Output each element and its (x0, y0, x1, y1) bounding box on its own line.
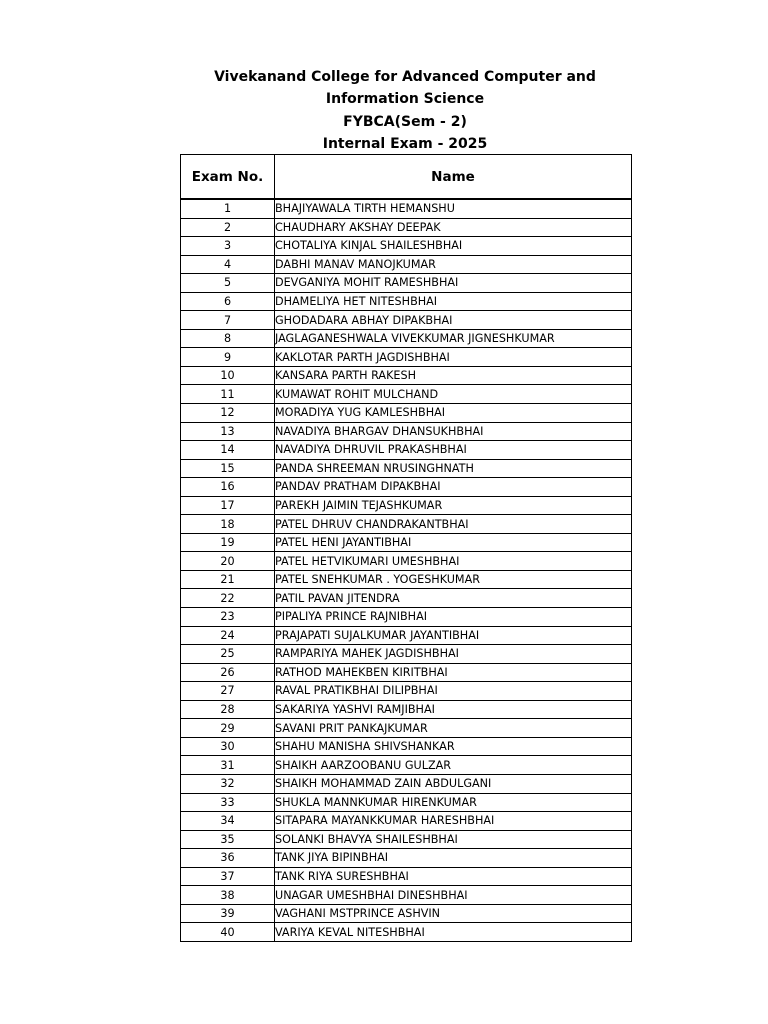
student-name-cell: DHAMELIYA HET NITESHBHAI (275, 292, 632, 311)
student-name-cell: VAGHANI MSTPRINCE ASHVIN (275, 904, 632, 923)
exam-number-cell: 36 (181, 849, 275, 868)
exam-number-cell: 38 (181, 886, 275, 905)
student-name-cell: TANK JIYA BIPINBHAI (275, 849, 632, 868)
exam-number-cell: 29 (181, 719, 275, 738)
exam-number-cell: 40 (181, 923, 275, 942)
table-row (181, 237, 632, 256)
student-name-cell: SOLANKI BHAVYA SHAILESHBHAI (275, 830, 632, 849)
table-row (181, 422, 632, 441)
table-row (181, 478, 632, 497)
student-name-cell: DABHI MANAV MANOJKUMAR (275, 255, 632, 274)
table-row (181, 366, 632, 385)
student-name-cell: SHUKLA MANNKUMAR HIRENKUMAR (275, 793, 632, 812)
student-name-cell: PATEL DHRUV CHANDRAKANTBHAI (275, 515, 632, 534)
student-name-cell: PATEL SNEHKUMAR . YOGESHKUMAR (275, 570, 632, 589)
student-name-cell: KUMAWAT ROHIT MULCHAND (275, 385, 632, 404)
student-name-cell: BHAJIYAWALA TIRTH HEMANSHU (275, 199, 632, 218)
exam-number-cell: 3 (181, 237, 275, 256)
student-roster-table (180, 154, 632, 942)
exam-number-cell: 19 (181, 533, 275, 552)
table-row (181, 199, 632, 218)
student-name-cell: RATHOD MAHEKBEN KIRITBHAI (275, 663, 632, 682)
exam-number-cell: 2 (181, 218, 275, 237)
table-row (181, 923, 632, 942)
table-row (181, 867, 632, 886)
table-body (181, 199, 632, 941)
table-row (181, 700, 632, 719)
table-row (181, 904, 632, 923)
column-header-name: Name (275, 155, 632, 200)
table-row (181, 793, 632, 812)
course-title: FYBCA(Sem - 2) (343, 113, 467, 130)
table-row (181, 663, 632, 682)
table-row (181, 292, 632, 311)
exam-number-cell: 18 (181, 515, 275, 534)
student-name-cell: RAVAL PRATIKBHAI DILIPBHAI (275, 682, 632, 701)
table-row (181, 570, 632, 589)
student-name-cell: PANDAV PRATHAM DIPAKBHAI (275, 478, 632, 497)
table-row (181, 682, 632, 701)
student-name-cell: KAKLOTAR PARTH JAGDISHBHAI (275, 348, 632, 367)
exam-number-cell: 39 (181, 904, 275, 923)
table-row (181, 812, 632, 831)
table-row (181, 830, 632, 849)
exam-number-cell: 17 (181, 496, 275, 515)
exam-number-cell: 11 (181, 385, 275, 404)
table-row (181, 348, 632, 367)
table-header-row (181, 155, 632, 200)
student-name-cell: PIPALIYA PRINCE RAJNIBHAI (275, 608, 632, 627)
table-row (181, 737, 632, 756)
table-row (181, 645, 632, 664)
exam-number-cell: 16 (181, 478, 275, 497)
student-name-cell: UNAGAR UMESHBHAI DINESHBHAI (275, 886, 632, 905)
exam-number-cell: 8 (181, 329, 275, 348)
table-row (181, 459, 632, 478)
student-name-cell: SITAPARA MAYANKKUMAR HARESHBHAI (275, 812, 632, 831)
table-row (181, 533, 632, 552)
student-name-cell: SHAIKH MOHAMMAD ZAIN ABDULGANI (275, 774, 632, 793)
exam-number-cell: 4 (181, 255, 275, 274)
student-name-cell: CHOTALIYA KINJAL SHAILESHBHAI (275, 237, 632, 256)
student-name-cell: GHODADARA ABHAY DIPAKBHAI (275, 311, 632, 330)
student-name-cell: SHAIKH AARZOOBANU GULZAR (275, 756, 632, 775)
exam-number-cell: 25 (181, 645, 275, 664)
table-row (181, 608, 632, 627)
student-name-cell: CHAUDHARY AKSHAY DEEPAK (275, 218, 632, 237)
table-row (181, 849, 632, 868)
table-row (181, 255, 632, 274)
exam-number-cell: 14 (181, 441, 275, 460)
table-row (181, 385, 632, 404)
exam-number-cell: 21 (181, 570, 275, 589)
student-name-cell: MORADIYA YUG KAMLESHBHAI (275, 404, 632, 423)
exam-number-cell: 34 (181, 812, 275, 831)
student-name-cell: VARIYA KEVAL NITESHBHAI (275, 923, 632, 942)
student-name-cell: RAMPARIYA MAHEK JAGDISHBHAI (275, 645, 632, 664)
table-row (181, 552, 632, 571)
college-name-line-1: Vivekanand College for Advanced Computer and (214, 69, 596, 85)
exam-number-cell: 23 (181, 608, 275, 627)
exam-number-cell: 12 (181, 404, 275, 423)
student-name-cell: SAKARIYA YASHVI RAMJIBHAI (275, 700, 632, 719)
table-row (181, 274, 632, 293)
table-row (181, 329, 632, 348)
exam-number-cell: 6 (181, 292, 275, 311)
column-header-exam-no: Exam No. (181, 155, 275, 200)
exam-title: Internal Exam - 2025 (322, 135, 488, 152)
exam-number-cell: 32 (181, 774, 275, 793)
student-name-cell: PATEL HENI JAYANTIBHAI (275, 533, 632, 552)
college-name-line-2: Information Science (325, 91, 485, 108)
student-name-cell: PANDA SHREEMAN NRUSINGHNATH (275, 459, 632, 478)
exam-number-cell: 33 (181, 793, 275, 812)
student-name-cell: NAVADIYA BHARGAV DHANSUKHBHAI (275, 422, 632, 441)
student-name-cell: PRAJAPATI SUJALKUMAR JAYANTIBHAI (275, 626, 632, 645)
exam-number-cell: 9 (181, 348, 275, 367)
exam-number-cell: 35 (181, 830, 275, 849)
table-row (181, 626, 632, 645)
exam-number-cell: 27 (181, 682, 275, 701)
table-row (181, 886, 632, 905)
table-row (181, 218, 632, 237)
exam-number-cell: 20 (181, 552, 275, 571)
student-name-cell: TANK RIYA SURESHBHAI (275, 867, 632, 886)
exam-number-cell: 22 (181, 589, 275, 608)
table-row (181, 774, 632, 793)
table-row (181, 515, 632, 534)
student-name-cell: DEVGANIYA MOHIT RAMESHBHAI (275, 274, 632, 293)
exam-number-cell: 7 (181, 311, 275, 330)
document-header (180, 66, 630, 155)
exam-number-cell: 30 (181, 737, 275, 756)
student-name-cell: KANSARA PARTH RAKESH (275, 366, 632, 385)
table-row (181, 441, 632, 460)
student-name-cell: SAVANI PRIT PANKAJKUMAR (275, 719, 632, 738)
student-name-cell: PATEL HETVIKUMARI UMESHBHAI (275, 552, 632, 571)
table-row (181, 719, 632, 738)
exam-number-cell: 13 (181, 422, 275, 441)
table-row (181, 496, 632, 515)
table-row (181, 311, 632, 330)
exam-number-cell: 28 (181, 700, 275, 719)
exam-number-cell: 15 (181, 459, 275, 478)
exam-number-cell: 26 (181, 663, 275, 682)
exam-number-cell: 37 (181, 867, 275, 886)
exam-number-cell: 10 (181, 366, 275, 385)
table-row (181, 404, 632, 423)
student-name-cell: NAVADIYA DHRUVIL PRAKASHBHAI (275, 441, 632, 460)
table-row (181, 756, 632, 775)
student-name-cell: PAREKH JAIMIN TEJASHKUMAR (275, 496, 632, 515)
exam-number-cell: 5 (181, 274, 275, 293)
exam-number-cell: 24 (181, 626, 275, 645)
student-name-cell: JAGLAGANESHWALA VIVEKKUMAR JIGNESHKUMAR (275, 329, 632, 348)
exam-number-cell: 1 (181, 199, 275, 218)
student-name-cell: SHAHU MANISHA SHIVSHANKAR (275, 737, 632, 756)
student-name-cell: PATIL PAVAN JITENDRA (275, 589, 632, 608)
table-row (181, 589, 632, 608)
exam-number-cell: 31 (181, 756, 275, 775)
